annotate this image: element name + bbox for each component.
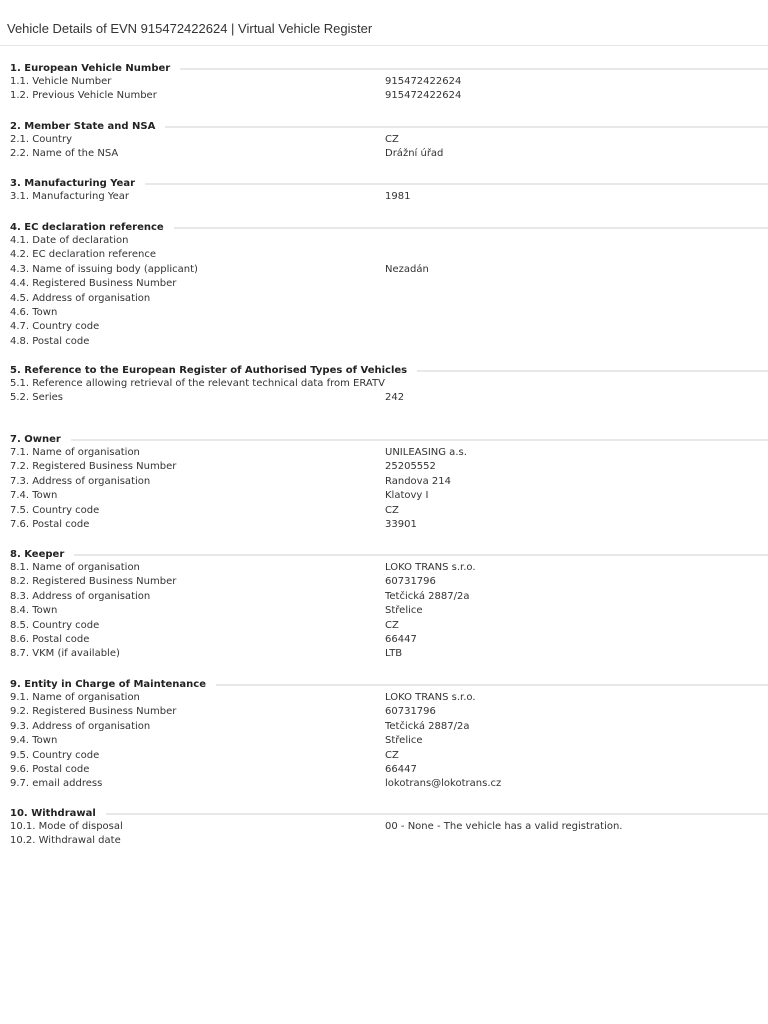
field-value <box>385 277 768 291</box>
field-row <box>10 720 768 734</box>
field-value <box>385 335 768 349</box>
field-row <box>10 504 768 518</box>
field-row <box>10 391 768 405</box>
field-label: 4.4. Registered Business Number <box>10 278 177 290</box>
section <box>10 176 768 204</box>
field-value: 25205552 <box>385 461 436 473</box>
section <box>10 61 768 104</box>
field-row <box>10 575 768 589</box>
field-label: 7.3. Address of organisation <box>10 475 151 487</box>
field-label: 1.1. Vehicle Number <box>10 76 112 87</box>
field-row <box>10 590 768 604</box>
field-value: 915472422624 <box>385 76 462 87</box>
field-label: 4.5. Address of organisation <box>10 292 151 304</box>
section <box>10 363 768 406</box>
section <box>10 119 768 162</box>
field-value: Střelice <box>385 605 423 617</box>
field-label: 10.2. Withdrawal date <box>10 835 121 847</box>
field-value <box>385 292 768 306</box>
field-label: 8.1. Name of organisation <box>10 562 140 573</box>
field-row <box>10 89 768 103</box>
field-label: 4.1. Date of declaration <box>10 235 129 246</box>
field-row <box>10 190 768 204</box>
section-title: 1. European Vehicle Number <box>10 62 171 74</box>
field-row <box>10 377 768 391</box>
field-value: CZ <box>385 134 399 145</box>
field-label: 8.2. Registered Business Number <box>10 576 177 588</box>
field-label: 4.3. Name of issuing body (applicant) <box>10 263 198 275</box>
field-value <box>385 834 768 848</box>
section-header <box>10 547 768 561</box>
field-label: 4.6. Town <box>10 307 58 319</box>
field-value: Randova 214 <box>385 475 451 487</box>
field-row <box>10 619 768 633</box>
field-label: 10.1. Mode of disposal <box>10 821 123 832</box>
section-divider <box>71 439 768 441</box>
section-header <box>10 363 768 377</box>
field-row <box>10 335 768 349</box>
section-title: 5. Reference to the European Register of Authorised Types of Vehicles <box>10 364 408 376</box>
field-row <box>10 306 768 320</box>
section-divider <box>106 813 768 815</box>
section-header <box>10 176 768 190</box>
section-title: 8. Keeper <box>10 548 65 560</box>
field-row <box>10 763 768 777</box>
section-divider <box>180 68 768 70</box>
field-label: 7.6. Postal code <box>10 519 90 531</box>
field-value: 60731796 <box>385 576 436 588</box>
section-header <box>10 677 768 691</box>
field-label: 8.3. Address of organisation <box>10 590 151 602</box>
field-value: Tetčická 2887/2a <box>385 720 470 732</box>
section-header <box>10 806 768 820</box>
field-row <box>10 133 768 147</box>
field-value: 66447 <box>385 634 417 646</box>
field-row <box>10 234 768 248</box>
field-row <box>10 75 768 89</box>
field-label: 4.7. Country code <box>10 321 100 333</box>
section-title: 4. EC declaration reference <box>10 221 164 233</box>
section <box>10 806 768 849</box>
field-value: lokotrans@lokotrans.cz <box>385 778 502 790</box>
field-value <box>385 248 768 262</box>
field-label: 3.1. Manufacturing Year <box>10 191 130 202</box>
field-label: 7.1. Name of organisation <box>10 447 140 458</box>
field-label: 9.7. email address <box>10 778 103 790</box>
field-row <box>10 749 768 763</box>
field-value: 1981 <box>385 191 411 202</box>
section-title: 3. Manufacturing Year <box>10 177 136 189</box>
field-row <box>10 820 768 834</box>
field-row <box>10 263 768 277</box>
section <box>10 547 768 662</box>
field-row <box>10 475 768 489</box>
field-label: 9.5. Country code <box>10 749 100 761</box>
field-label: 2.1. Country <box>10 134 72 145</box>
field-value <box>385 320 768 334</box>
field-row <box>10 489 768 503</box>
field-label: 8.5. Country code <box>10 619 100 631</box>
section-divider <box>174 227 768 229</box>
section-header <box>10 119 768 133</box>
field-row <box>10 691 768 705</box>
field-value: Drážní úřad <box>385 148 444 160</box>
field-value <box>385 306 768 320</box>
field-value: Tetčická 2887/2a <box>385 590 470 602</box>
field-value: 33901 <box>385 519 417 531</box>
section-divider <box>145 183 768 185</box>
field-value: 60731796 <box>385 706 436 718</box>
field-row <box>10 277 768 291</box>
field-value: CZ <box>385 619 399 631</box>
field-row <box>10 561 768 575</box>
field-label: 4.2. EC declaration reference <box>10 249 156 261</box>
field-label: 5.2. Series <box>10 392 64 404</box>
section-divider <box>417 370 768 372</box>
field-row <box>10 147 768 161</box>
field-value: Klatovy I <box>385 490 429 502</box>
field-row <box>10 518 768 532</box>
field-label: 7.4. Town <box>10 490 58 502</box>
section-title: 2. Member State and NSA <box>10 120 156 132</box>
field-label: 8.4. Town <box>10 605 58 617</box>
field-row <box>10 647 768 661</box>
field-value: CZ <box>385 504 399 516</box>
field-row <box>10 248 768 262</box>
field-row <box>10 460 768 474</box>
page-title: Vehicle Details of EVN 915472422624 | Virtual Vehicle Register <box>0 0 768 46</box>
section-title: 7. Owner <box>10 433 61 445</box>
field-row <box>10 834 768 848</box>
field-value: LOKO TRANS s.r.o. <box>385 692 476 703</box>
field-value <box>385 234 768 248</box>
field-row <box>10 292 768 306</box>
field-row <box>10 705 768 719</box>
section-header <box>10 61 768 75</box>
section <box>10 677 768 792</box>
field-row <box>10 633 768 647</box>
field-row <box>10 604 768 618</box>
section <box>10 432 768 532</box>
field-label: 2.2. Name of the NSA <box>10 148 119 160</box>
field-row <box>10 777 768 791</box>
section <box>10 220 768 349</box>
field-value: 66447 <box>385 764 417 776</box>
section-title: 9. Entity in Charge of Maintenance <box>10 678 206 690</box>
field-value: 242 <box>385 392 405 404</box>
field-label: 8.7. VKM (if available) <box>10 648 120 660</box>
section-divider <box>216 684 768 686</box>
field-label: 9.3. Address of organisation <box>10 720 151 732</box>
field-value: LOKO TRANS s.r.o. <box>385 562 476 573</box>
field-row <box>10 320 768 334</box>
field-label: 9.6. Postal code <box>10 764 90 776</box>
field-label: 8.6. Postal code <box>10 634 90 646</box>
field-value: LTB <box>385 648 403 660</box>
field-value: CZ <box>385 749 399 761</box>
field-label: 9.1. Name of organisation <box>10 692 140 703</box>
field-label: 5.1. Reference allowing retrieval of the relevant technical data from ERATV <box>10 378 385 389</box>
field-row <box>10 734 768 748</box>
field-label: 9.2. Registered Business Number <box>10 706 177 718</box>
field-label: 1.2. Previous Vehicle Number <box>10 90 157 102</box>
field-value <box>385 377 768 391</box>
field-value: UNILEASING a.s. <box>385 447 467 458</box>
section-divider <box>74 554 768 556</box>
field-value: 00 - None - The vehicle has a valid registration. <box>385 821 623 832</box>
field-label: 7.5. Country code <box>10 504 100 516</box>
field-value: 915472422624 <box>385 90 462 102</box>
field-label: 4.8. Postal code <box>10 335 90 347</box>
field-row <box>10 446 768 460</box>
field-value: Nezadán <box>385 263 429 275</box>
field-label: 9.4. Town <box>10 735 58 747</box>
section-title: 10. Withdrawal <box>10 807 96 819</box>
section-header <box>10 220 768 234</box>
field-label: 7.2. Registered Business Number <box>10 461 177 473</box>
field-value: Střelice <box>385 735 423 747</box>
section-header <box>10 432 768 446</box>
section-divider <box>165 126 768 128</box>
